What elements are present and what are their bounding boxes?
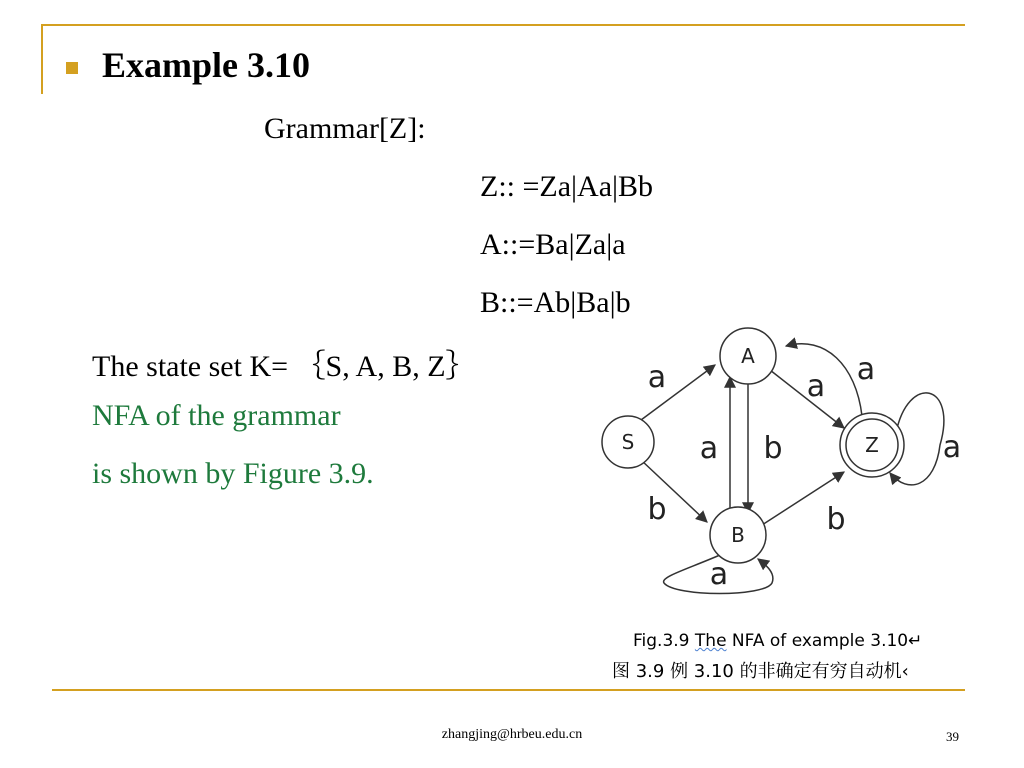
caption-en-underlined: The: [694, 631, 727, 651]
caption-en-rest: NFA of example 3.10↵: [726, 631, 923, 651]
rule-z: Z:: =Za|Aa|Bb: [480, 170, 654, 203]
nfa-diagram: [590, 315, 962, 607]
top-rule: [41, 24, 965, 26]
title-bullet-icon: [66, 62, 78, 74]
edge-label-z-a: a: [856, 352, 876, 387]
edge-label-b-z: b: [826, 502, 846, 537]
grammar-heading: Grammar[Z]:: [264, 112, 426, 145]
edge-label-s-a: a: [647, 360, 667, 395]
bottom-rule: [52, 689, 965, 691]
edge-label-z-self: a: [942, 430, 962, 465]
edge-label-a-z: a: [806, 369, 826, 404]
edge-label-b-a: a: [699, 431, 719, 466]
figure-caption-en: [633, 631, 922, 651]
nfa-text-line2: is shown by Figure 3.9.: [92, 457, 374, 490]
figure-caption-cn: 图 3.9 例 3.10 的非确定有穷自动机‹: [612, 661, 909, 682]
state-set-text: The state set K= ｛S, A, B, Z｝: [92, 350, 476, 383]
edge-label-s-b: b: [647, 492, 667, 527]
nfa-text-line1: NFA of the grammar: [92, 399, 341, 432]
edge-label-b-self: a: [709, 557, 729, 592]
edge-label-a-b: b: [763, 431, 783, 466]
page-number: 39: [946, 729, 959, 744]
footer-email: zhangjing@hrbeu.edu.cn: [441, 727, 583, 742]
state-label-z: Z: [865, 433, 879, 457]
rule-a: A::=Ba|Za|a: [480, 228, 626, 261]
state-label-a: A: [741, 344, 755, 368]
caption-en-prefix: Fig.3.9: [633, 631, 695, 651]
state-label-b: B: [731, 523, 745, 547]
rule-b: B::=Ab|Ba|b: [480, 286, 631, 319]
left-rule: [41, 24, 43, 94]
state-label-s: S: [621, 430, 635, 454]
slide-title: Example 3.10: [102, 45, 311, 85]
